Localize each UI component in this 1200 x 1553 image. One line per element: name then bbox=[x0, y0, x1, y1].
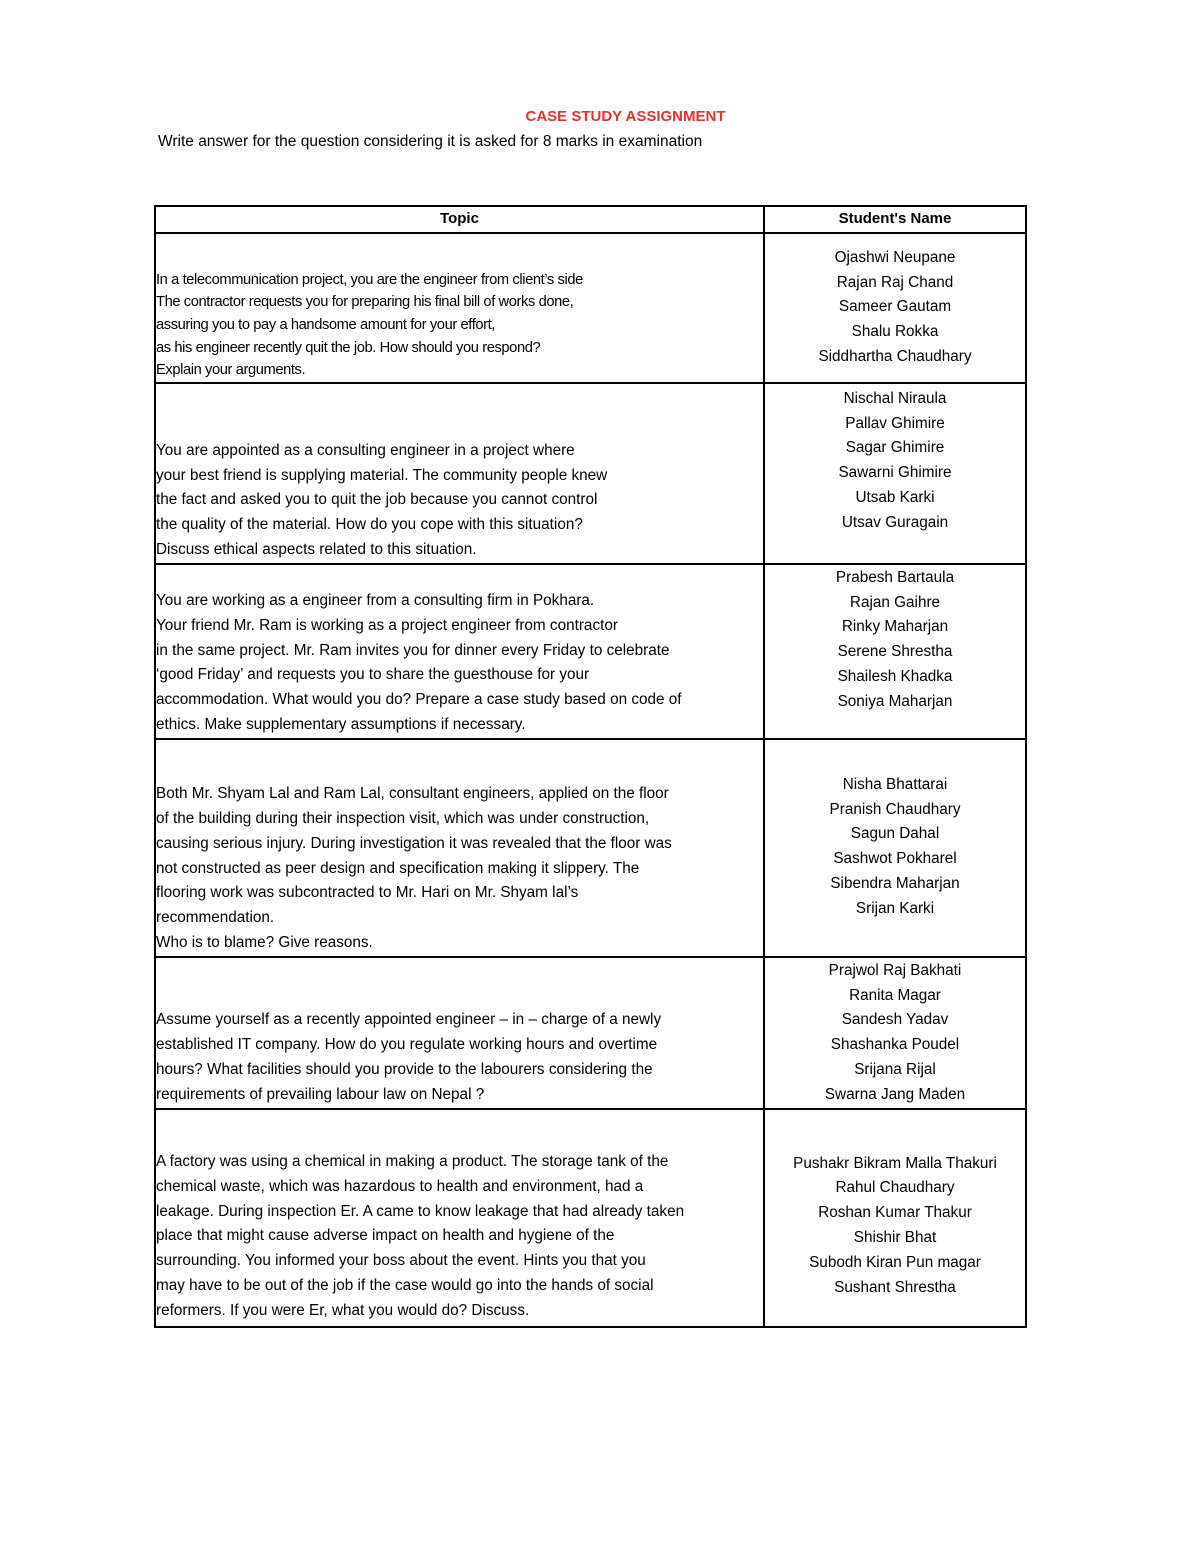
student-name: Pallav Ghimire bbox=[845, 414, 945, 432]
topic-line: Explain your arguments. bbox=[156, 362, 306, 379]
topic-line: in the same project. Mr. Ram invites you for dinner every Friday to celebrate bbox=[156, 641, 670, 659]
topic-line: leakage. During inspection Er. A came to know leakage that had already taken bbox=[156, 1202, 685, 1220]
student-name: Shailesh Khadka bbox=[837, 667, 953, 685]
student-name: Roshan Kumar Thakur bbox=[818, 1204, 972, 1222]
header-student-name: Student's Name bbox=[764, 206, 1026, 233]
student-name: Pranish Chaudhary bbox=[829, 800, 961, 818]
table-row bbox=[155, 957, 1026, 1109]
student-name: Utsav Guragain bbox=[841, 513, 949, 531]
student-name: Rahul Chaudhary bbox=[835, 1179, 955, 1197]
topic-line: flooring work was subcontracted to Mr. Hari on Mr. Shyam lal’s bbox=[156, 884, 579, 902]
topic-line: Who is to blame? Give reasons. bbox=[156, 934, 373, 951]
topic-line: accommodation. What would you do? Prepare a case study based on code of bbox=[156, 691, 682, 709]
student-name: Prabesh Bartaula bbox=[835, 568, 955, 586]
table-row bbox=[155, 1109, 1026, 1327]
student-name: Ranita Magar bbox=[849, 986, 941, 1004]
topic-line: the quality of the material. How do you cope with this situation? bbox=[156, 516, 583, 534]
names-cell bbox=[764, 383, 1026, 564]
student-name: Shishir Bhat bbox=[853, 1228, 937, 1246]
student-name: Sushant Shrestha bbox=[834, 1278, 956, 1296]
topic-line: of the building during their inspection visit, which was under construction, bbox=[156, 810, 650, 828]
student-name: Sawarni Ghimire bbox=[838, 464, 952, 482]
document-title: CASE STUDY ASSIGNMENT bbox=[525, 108, 726, 125]
topic-line: In a telecommunication project, you are the engineer from client’s side bbox=[156, 271, 583, 288]
topic-line: your best friend is supplying material. The community people knew bbox=[156, 466, 608, 484]
student-name: Nischal Niraula bbox=[843, 389, 947, 407]
topic-line: ethics. Make supplementary assumptions if necessary. bbox=[156, 716, 526, 733]
student-name: Rajan Raj Chand bbox=[836, 273, 954, 291]
student-name: Srijan Karki bbox=[855, 899, 935, 917]
topic-line: Both Mr. Shyam Lal and Ram Lal, consultant engineers, applied on the floor bbox=[156, 785, 669, 803]
instructions: Write answer for the question considering it is asked for 8 marks in examination bbox=[158, 133, 703, 150]
topic-line: A factory was using a chemical in making a product. The storage tank of the bbox=[156, 1153, 669, 1170]
table-header-row bbox=[155, 206, 1026, 233]
topic-line: You are appointed as a consulting engineer in a project where bbox=[156, 441, 575, 459]
student-name: Swarna Jang Maden bbox=[824, 1085, 966, 1103]
student-name: Rajan Gaihre bbox=[849, 593, 941, 611]
topic-cell bbox=[155, 957, 764, 1109]
topic-cell bbox=[155, 383, 764, 564]
student-name: Sibendra Maharjan bbox=[830, 874, 960, 892]
student-name: Sagun Dahal bbox=[850, 825, 940, 843]
topic-cell bbox=[155, 233, 764, 383]
topic-line: Your friend Mr. Ram is working as a project engineer from contractor bbox=[156, 616, 618, 634]
student-name: Nisha Bhattarai bbox=[842, 775, 948, 793]
topic-line: place that might cause adverse impact on health and hygiene of the bbox=[156, 1227, 615, 1245]
student-name: Shalu Rokka bbox=[851, 323, 939, 341]
student-name: Soniya Maharjan bbox=[837, 692, 953, 710]
topic-cell bbox=[155, 739, 764, 957]
student-name: Serene Shrestha bbox=[837, 643, 953, 661]
topic-line: as his engineer recently quit the job. How should you respond? bbox=[156, 339, 541, 356]
names-cell bbox=[764, 957, 1026, 1109]
topic-line: assuring you to pay a handsome amount for your effort, bbox=[156, 317, 495, 334]
topic-line: surrounding. You informed your boss about the event. Hints you that you bbox=[156, 1252, 646, 1270]
student-name: Sameer Gautam bbox=[838, 298, 952, 316]
topic-line: ‘good Friday’ and requests you to share the guesthouse for your bbox=[156, 666, 590, 684]
topic-line: may have to be out of the job if the case would go into the hands of social bbox=[156, 1276, 654, 1294]
student-name: Srijana Rijal bbox=[854, 1060, 936, 1078]
topic-line: reformers. If you were Er, what you would do? Discuss. bbox=[156, 1301, 530, 1319]
topic-line: You are working as a engineer from a consulting firm in Pokhara. bbox=[156, 592, 595, 610]
assignment-table bbox=[154, 205, 1027, 1328]
student-name: Sagar Ghimire bbox=[845, 439, 945, 457]
student-name: Sandesh Yadav bbox=[841, 1011, 949, 1029]
topic-line: chemical waste, which was hazardous to health and environment, had a bbox=[156, 1177, 644, 1195]
table-row bbox=[155, 739, 1026, 957]
topic-line: not constructed as peer design and specification making it slippery. The bbox=[156, 859, 640, 877]
table-row bbox=[155, 233, 1026, 383]
topic-line: recommendation. bbox=[156, 909, 275, 927]
header-topic: Topic bbox=[155, 206, 764, 233]
topic-line: Assume yourself as a recently appointed engineer – in – charge of a newly bbox=[156, 1011, 662, 1029]
table-row bbox=[155, 564, 1026, 739]
topic-line: hours? What facilities should you provide to the labourers considering the bbox=[156, 1060, 653, 1078]
student-name: Utsab Karki bbox=[855, 488, 935, 506]
student-name: Pushakr Bikram Malla Thakuri bbox=[793, 1154, 997, 1172]
topic-line: established IT company. How do you regulate working hours and overtime bbox=[156, 1036, 658, 1054]
topic-cell bbox=[155, 564, 764, 739]
student-name: Siddhartha Chaudhary bbox=[818, 347, 972, 365]
student-name: Subodh Kiran Pun magar bbox=[809, 1253, 981, 1271]
student-name: Ojashwi Neupane bbox=[834, 248, 956, 266]
topic-line: requirements of prevailing labour law on Nepal ? bbox=[156, 1085, 485, 1103]
student-name: Shashanka Poudel bbox=[830, 1036, 960, 1054]
topic-line: causing serious injury. During investigation it was revealed that the floor was bbox=[156, 834, 672, 852]
topic-line: Discuss ethical aspects related to this situation. bbox=[156, 541, 477, 558]
names-cell bbox=[764, 1109, 1026, 1327]
topic-line: the fact and asked you to quit the job because you cannot control bbox=[156, 491, 598, 509]
student-name: Prajwol Raj Bakhati bbox=[828, 961, 962, 979]
names-cell bbox=[764, 233, 1026, 383]
names-cell bbox=[764, 564, 1026, 739]
student-name: Sashwot Pokharel bbox=[833, 850, 957, 868]
table-row bbox=[155, 383, 1026, 564]
topic-cell bbox=[155, 1109, 764, 1327]
student-name: Rinky Maharjan bbox=[841, 618, 949, 636]
topic-line: The contractor requests you for preparing his final bill of works done, bbox=[156, 294, 574, 311]
names-cell bbox=[764, 739, 1026, 957]
